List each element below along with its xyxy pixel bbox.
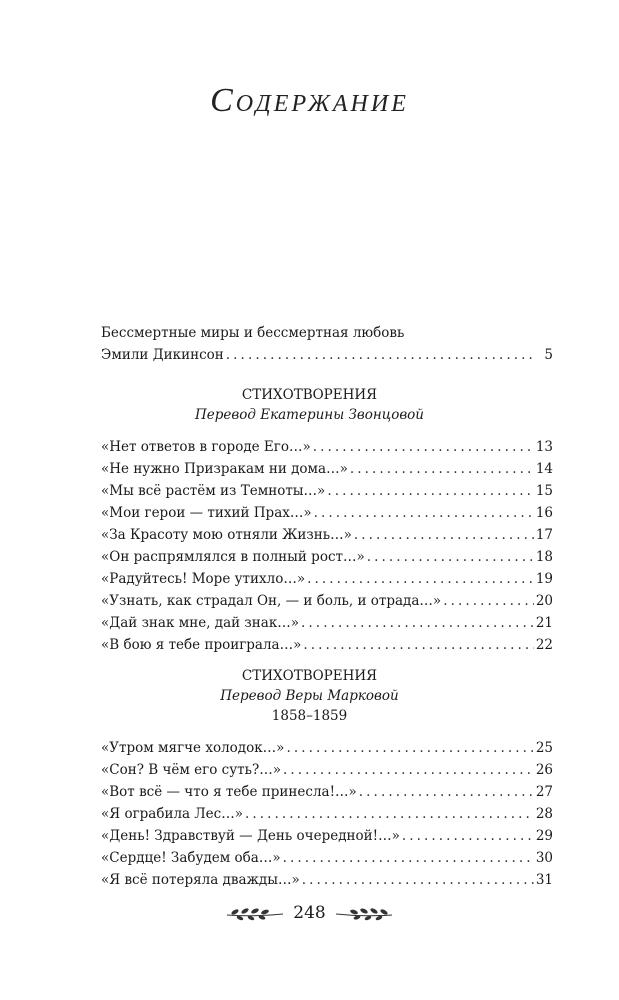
laurel-right-icon xyxy=(334,904,394,922)
entry-title: «Мои герои — тихий Прах…» xyxy=(101,505,312,521)
entry-title: «Я всё потеряла дважды…» xyxy=(101,872,300,888)
toc-entry xyxy=(101,634,553,656)
toc-entry xyxy=(101,869,553,891)
dot-leader xyxy=(283,759,534,781)
page-number: 248 xyxy=(293,903,326,923)
entry-title: «За Красоту мою отняли Жизнь…» xyxy=(101,527,352,543)
toc-entry xyxy=(101,502,553,524)
dot-leader xyxy=(443,590,534,612)
entry-page: 27 xyxy=(535,784,553,800)
entry-page: 5 xyxy=(544,347,553,363)
dot-leader xyxy=(245,803,534,825)
toc-entry xyxy=(101,825,553,847)
entry-page: 25 xyxy=(535,740,553,756)
entry-title: «В бою я тебе проиграла…» xyxy=(101,637,302,653)
entry-page: 15 xyxy=(535,483,553,499)
section-subheading: Перевод Веры Марковой xyxy=(220,688,399,704)
entry-page: 20 xyxy=(535,593,553,609)
entry-title: Эмили Дикинсон xyxy=(101,347,224,363)
entry-page: 21 xyxy=(535,615,553,631)
entry-title: «Утром мягче холодок…» xyxy=(101,740,285,756)
toc-entry xyxy=(101,781,553,803)
section-1-list xyxy=(101,436,553,656)
entry-title: «Он распрямлялся в полный рост…» xyxy=(101,549,365,565)
dot-leader xyxy=(303,634,533,656)
toc-entry xyxy=(101,803,553,825)
entry-title: «Узнать, как страдал Он, — и боль, и отрада…» xyxy=(101,593,442,609)
dot-leader xyxy=(354,524,534,546)
section-2-list xyxy=(101,737,553,891)
entry-page: 30 xyxy=(535,850,553,866)
entry-title: «Сон? В чём его суть?…» xyxy=(101,762,281,778)
entry-page: 28 xyxy=(535,806,553,822)
entry-title: «Сердце! Забудем оба…» xyxy=(101,850,281,866)
toc-entry xyxy=(101,480,553,502)
section-subheading: Перевод Екатерины Звонцовой xyxy=(194,407,424,423)
section-heading: СТИХОТВОРЕНИЯ xyxy=(241,387,378,403)
dot-leader xyxy=(283,847,534,869)
toc-entry xyxy=(101,759,553,781)
toc-entry xyxy=(101,568,553,590)
toc-entry xyxy=(101,737,553,759)
entry-title: «Мы всё растём из Темноты…» xyxy=(101,483,326,499)
entry-title: «День! Здравствуй — День очередной!…» xyxy=(101,828,400,844)
toc-entry xyxy=(101,546,553,568)
dot-leader xyxy=(307,568,534,590)
intro-entry xyxy=(101,322,553,366)
section-heading: СТИХОТВОРЕНИЯ xyxy=(241,668,378,684)
dot-leader xyxy=(359,781,534,803)
entry-title: «Я ограбила Лес…» xyxy=(101,806,243,822)
dot-leader xyxy=(314,502,534,524)
toc-entry xyxy=(101,612,553,634)
intro-line-2 xyxy=(101,344,553,366)
intro-line-1: Бессмертные миры и бессмертная любовь xyxy=(101,325,405,341)
entry-title: «Радуйтесь! Море утихло…» xyxy=(101,571,306,587)
entry-page: 17 xyxy=(535,527,553,543)
dot-leader xyxy=(402,825,534,847)
toc-entry xyxy=(101,458,553,480)
entry-page: 31 xyxy=(535,872,553,888)
entry-title: «Нет ответов в городе Его…» xyxy=(101,439,311,455)
dot-leader xyxy=(286,737,533,759)
entry-page: 22 xyxy=(535,637,553,653)
entry-page: 18 xyxy=(535,549,553,565)
section-years: 1858–1859 xyxy=(271,708,348,724)
section-1-heading xyxy=(0,385,619,425)
dot-leader xyxy=(327,480,534,502)
page-footer xyxy=(0,903,619,923)
entry-title: «Дай знак мне, дай знак…» xyxy=(101,615,300,631)
laurel-left-icon xyxy=(225,904,285,922)
section-2-heading xyxy=(0,666,619,726)
entry-title: «Вот всё — что я тебе принесла!…» xyxy=(101,784,357,800)
dot-leader xyxy=(367,546,534,568)
dot-leader xyxy=(301,612,534,634)
entry-page: 16 xyxy=(535,505,553,521)
toc-entry xyxy=(101,590,553,612)
toc-entry xyxy=(101,436,553,458)
dot-leader xyxy=(302,869,534,891)
entry-title: «Не нужно Призракам ни дома…» xyxy=(101,461,348,477)
toc-entry xyxy=(101,524,553,546)
dot-leader xyxy=(350,458,534,480)
entry-page: 14 xyxy=(535,461,553,477)
entry-page: 19 xyxy=(535,571,553,587)
dot-leader xyxy=(226,344,537,366)
page-title: Содержание xyxy=(210,82,409,119)
dot-leader xyxy=(313,436,534,458)
toc-entry xyxy=(101,847,553,869)
entry-page: 29 xyxy=(535,828,553,844)
entry-page: 26 xyxy=(535,762,553,778)
entry-page: 13 xyxy=(535,439,553,455)
